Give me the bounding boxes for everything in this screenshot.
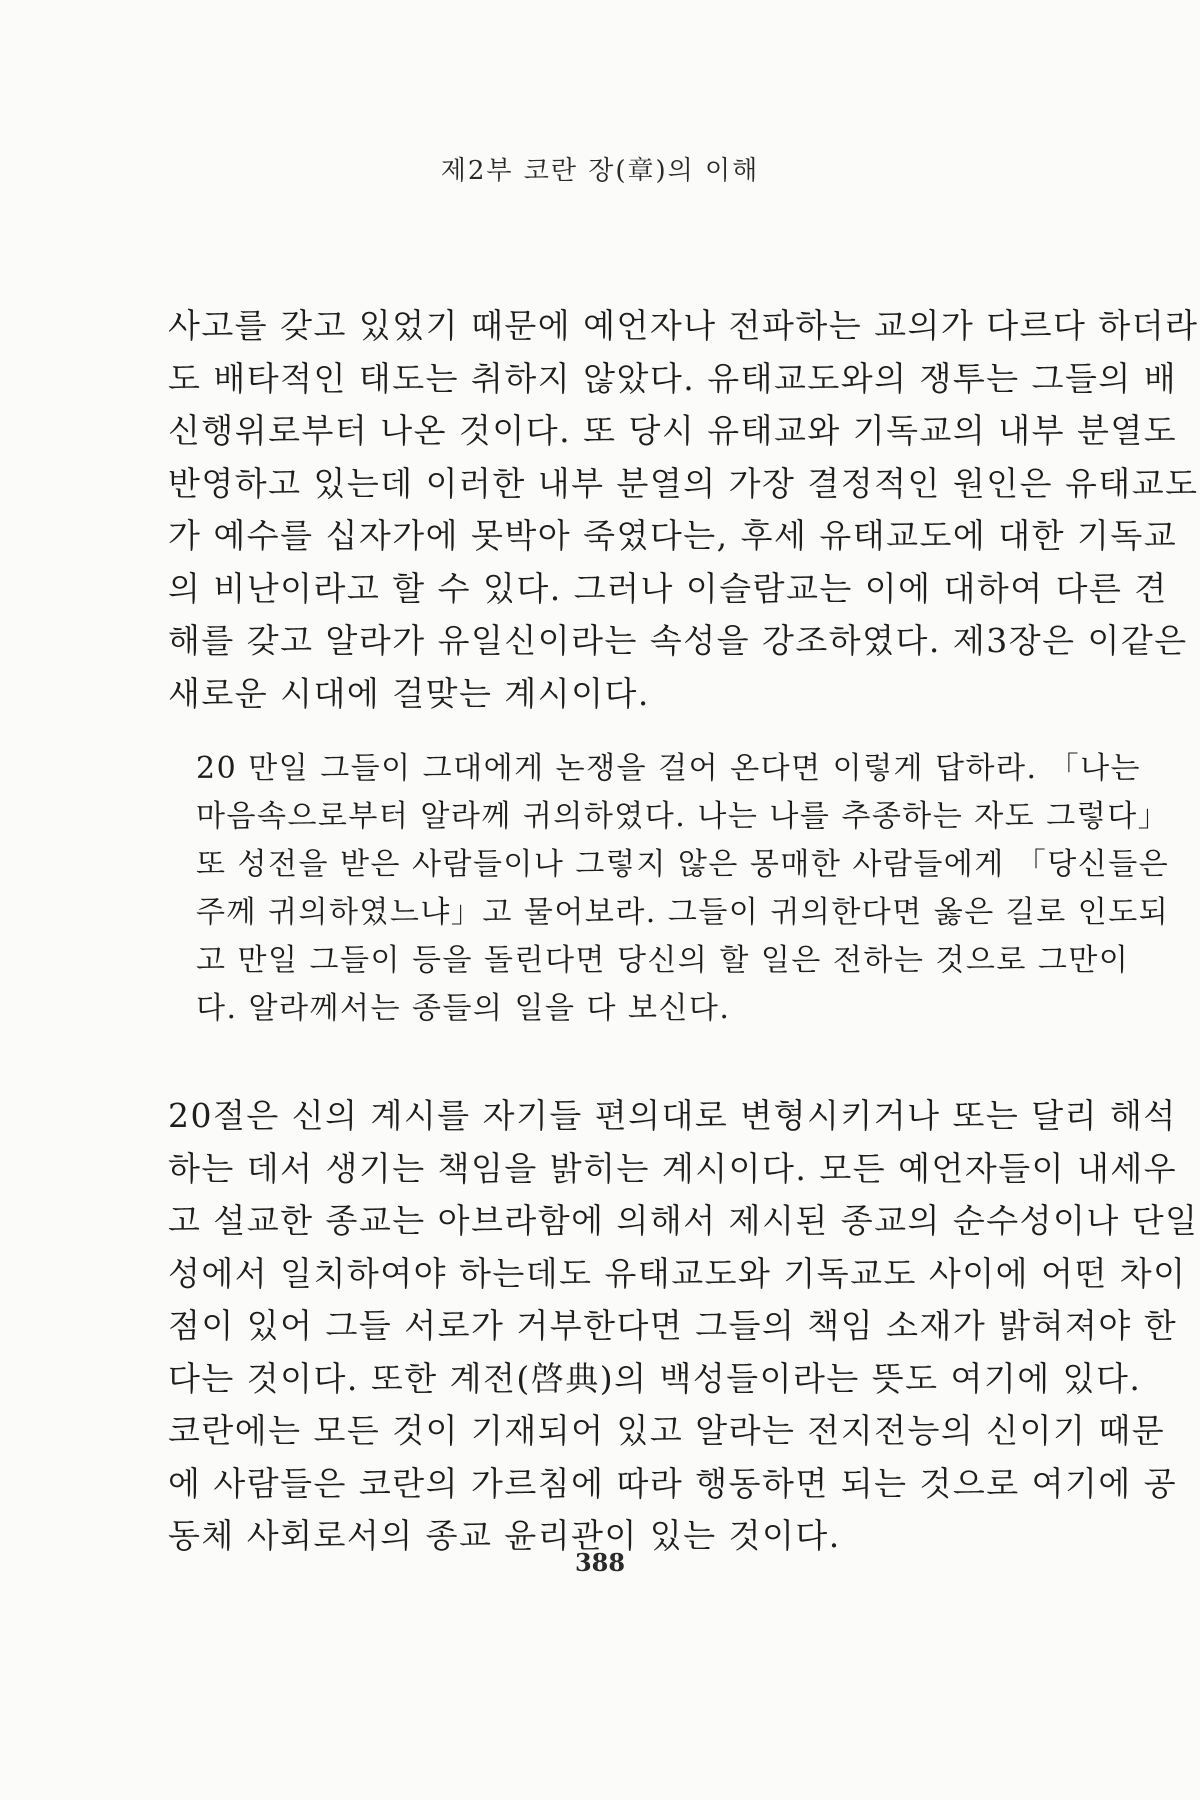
verse-line: 20 만일 그들이 그대에게 논쟁을 걸어 온다면 이렇게 답하라. 「나는 (196, 751, 1142, 786)
text-line: 점이 있어 그들 서로가 거부한다면 그들의 책임 소재가 밝혀져야 한 (168, 1306, 1178, 1345)
text-line: 하는 데서 생기는 책임을 밝히는 계시이다. 모든 예언자들이 내세우 (168, 1148, 1178, 1188)
text-line: 반영하고 있는데 이러한 내부 분열의 가장 결정적인 원인은 유태교도 (168, 463, 1199, 503)
text-line: 새로운 시대에 걸맞는 계시이다. (168, 673, 650, 713)
text-line: 도 배타적인 태도는 취하지 않았다. 유태교도와의 쟁투는 그들의 배 (168, 358, 1178, 398)
verse-line: 다. 알라께서는 종들의 일을 다 보신다. (196, 991, 731, 1026)
text-line: 에 사람들은 코란의 가르침에 따라 행동하면 되는 것으로 여기에 공 (168, 1463, 1178, 1503)
text-line: 가 예수를 십자가에 못박아 죽였다는, 후세 유태교도에 대한 기독교 (168, 516, 1178, 555)
verse-line: 고 만일 그들이 등을 돌린다면 당신의 할 일은 전하는 것으로 그만이 (196, 943, 1130, 978)
text-line: 코란에는 모든 것이 기재되어 있고 알라는 전지전능의 신이기 때문 (168, 1411, 1166, 1450)
text-line: 성에서 일치하여야 하는데도 유태교도와 기독교도 사이에 어떤 차이 (168, 1253, 1187, 1293)
verse-line: 주께 귀의하였느냐」고 물어보라. 그들이 귀의한다면 옳은 길로 인도되 (196, 895, 1170, 930)
text-line: 사고를 갖고 있었기 때문에 예언자나 전파하는 교의가 다르다 하더라 (168, 306, 1199, 345)
verse-line: 또 성전을 받은 사람들이나 그렇지 않은 몽매한 사람들에게 「당신들은 (196, 847, 1170, 882)
text-line: 의 비난이라고 할 수 있다. 그러나 이슬람교는 이에 대하여 다른 견 (168, 568, 1168, 608)
text-line: 신행위로부터 나온 것이다. 또 당시 유태교와 기독교의 내부 분열도 (168, 411, 1178, 450)
page-number: 388 (574, 1548, 626, 1577)
running-head: 제2부 코란 장(章)의 이해 (440, 156, 760, 186)
text-line: 20절은 신의 계시를 자기들 편의대로 변형시키거나 또는 달리 해석 (168, 1096, 1177, 1135)
paragraph-2 (168, 1090, 1199, 1563)
verse-line: 마음속으로부터 알라께 귀의하였다. 나는 나를 추종하는 자도 그렇다」 (196, 799, 1170, 834)
text-line: 해를 갖고 알라가 유일신이라는 속성을 강조하였다. 제3장은 이같은 (168, 621, 1188, 660)
paragraph-1 (168, 300, 1199, 720)
verse-20-quote (196, 745, 1170, 1033)
text-line: 동체 사회로서의 종교 윤리관이 있는 것이다. (168, 1516, 841, 1555)
text-line: 고 설교한 종교는 아브라함에 의해서 제시된 종교의 순수성이나 단일 (168, 1201, 1199, 1240)
text-line: 다는 것이다. 또한 계전(啓典)의 백성들이라는 뜻도 여기에 있다. (168, 1358, 1142, 1398)
